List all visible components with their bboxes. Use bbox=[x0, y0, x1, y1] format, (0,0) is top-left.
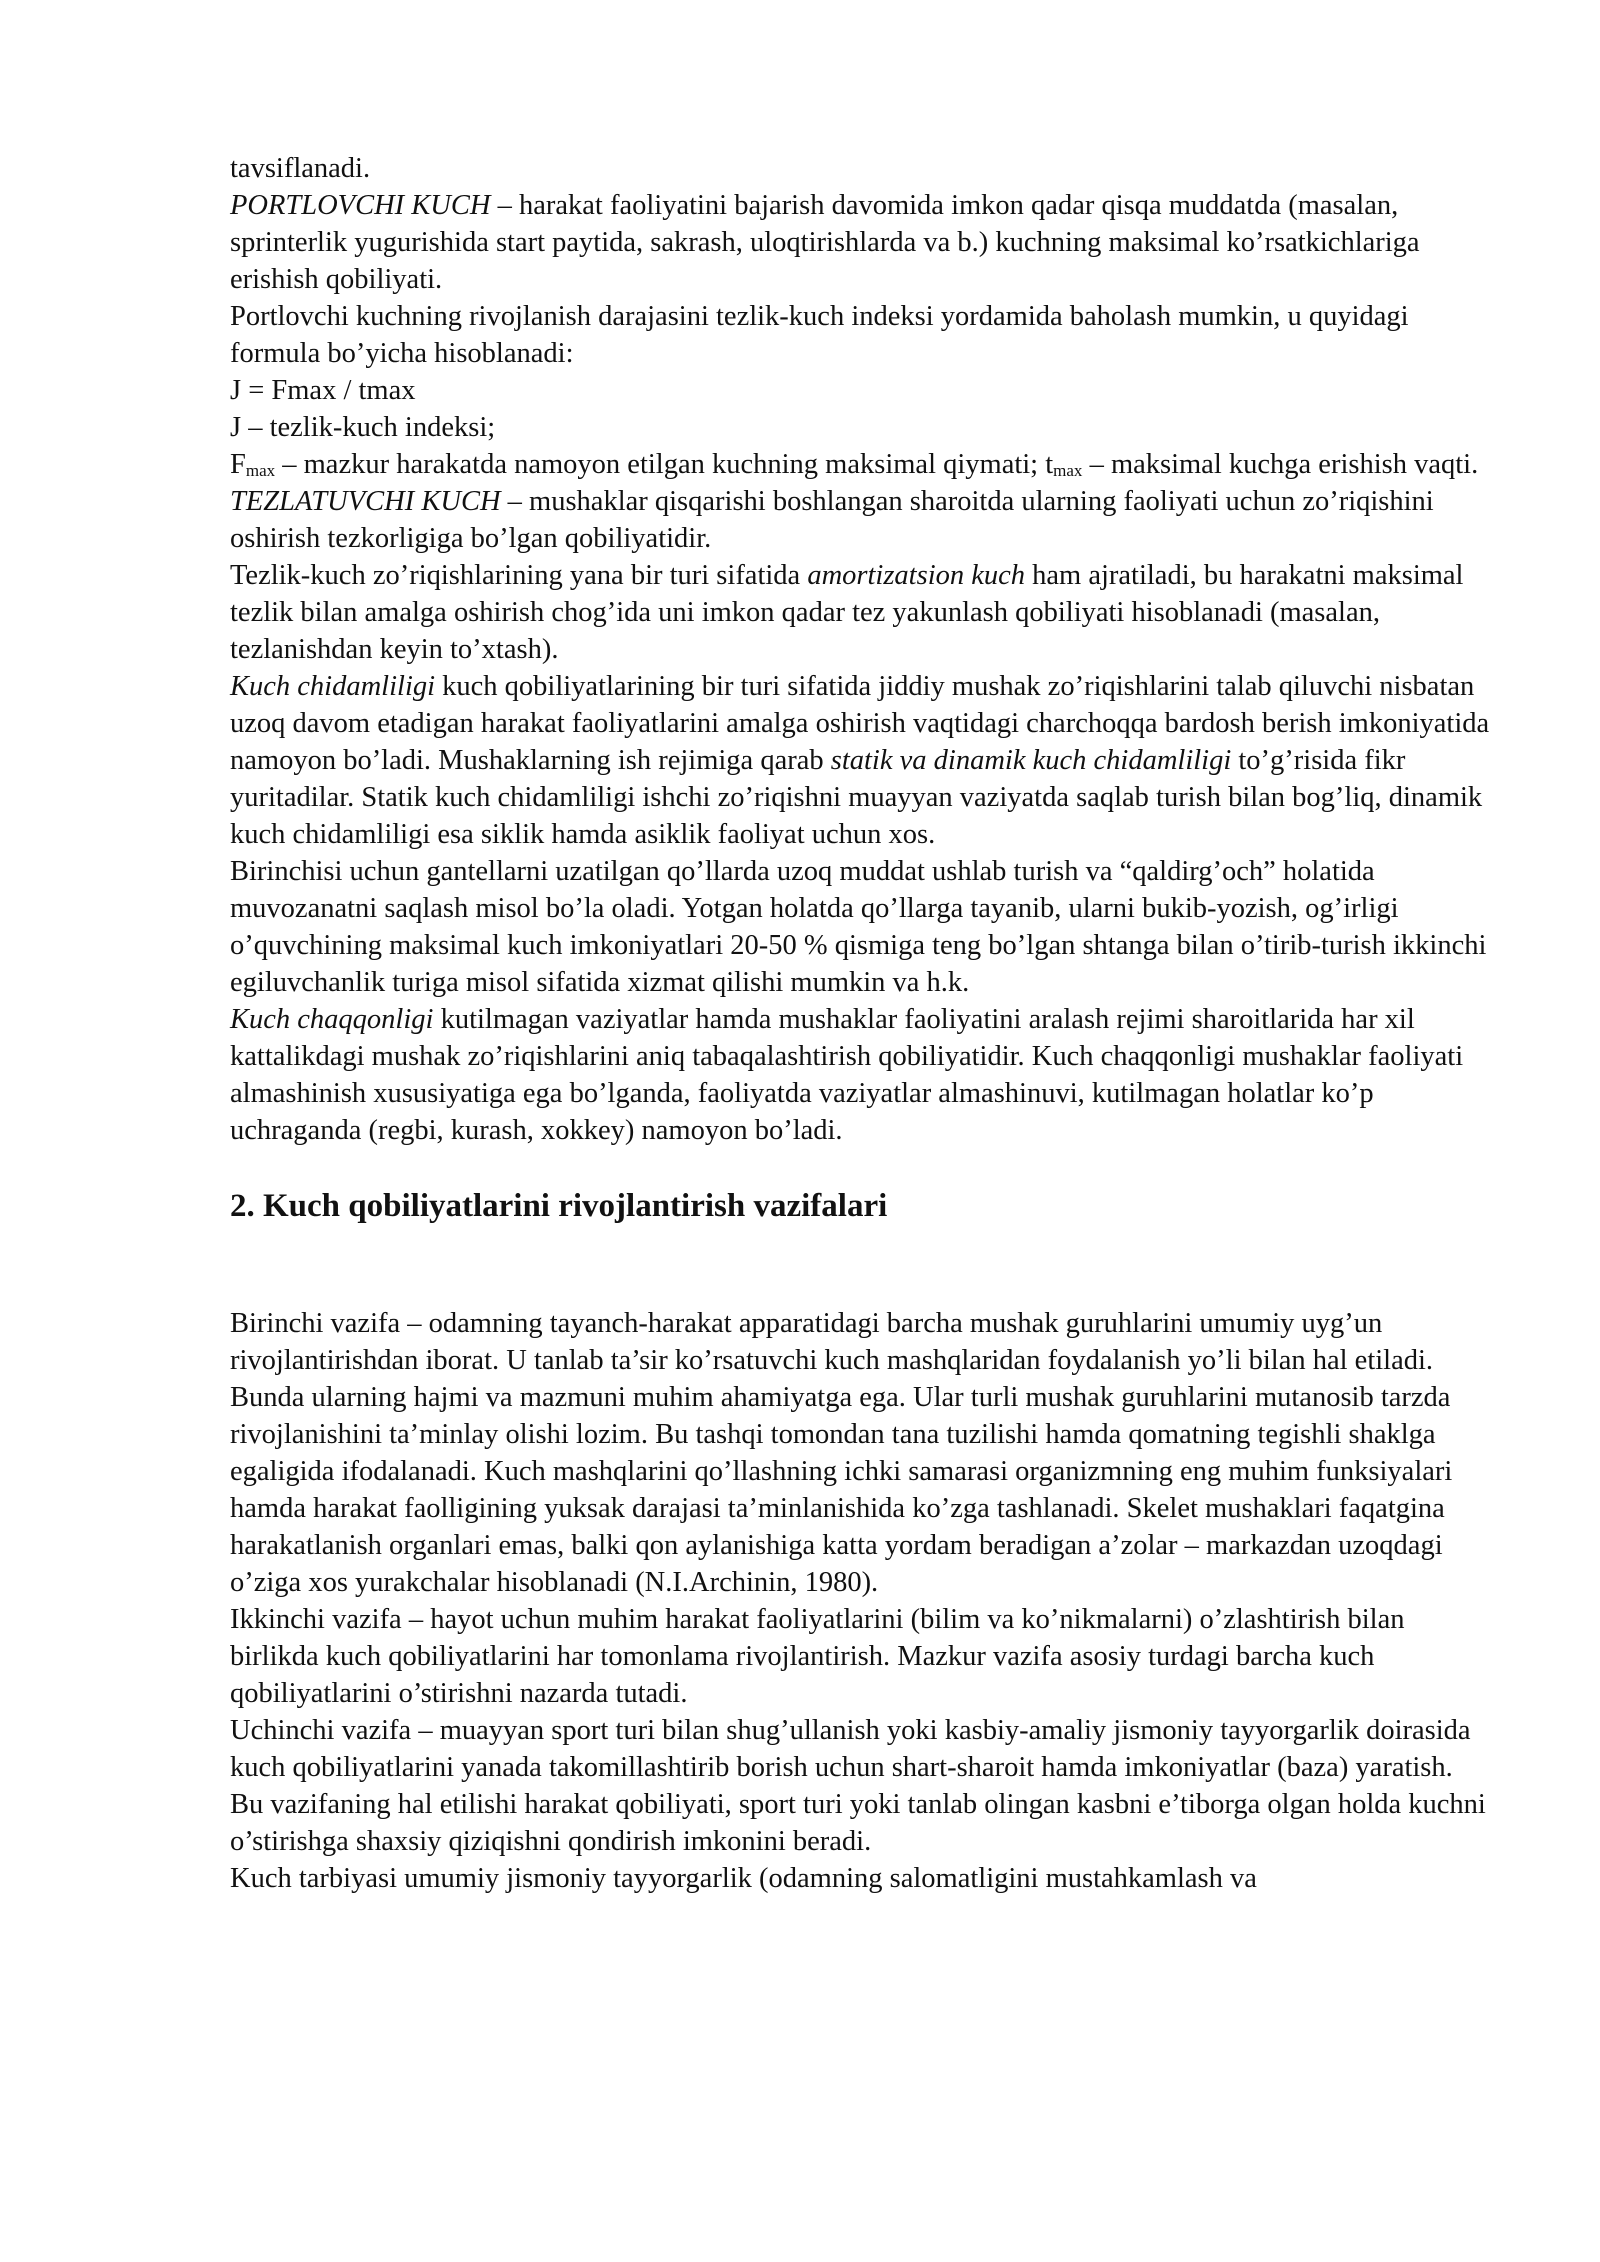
formula-legend bbox=[230, 446, 1490, 483]
paragraph bbox=[230, 483, 1490, 557]
formula-legend: J – tezlik-kuch indeksi; bbox=[230, 412, 496, 443]
symbol-f: F bbox=[230, 449, 246, 480]
term-statik-dinamik: statik va dinamik kuch chidamliligi bbox=[830, 745, 1232, 776]
paragraph bbox=[230, 557, 1490, 668]
subscript-max: max bbox=[1053, 461, 1083, 480]
paragraph-text: – maksimal kuchga erishish vaqti. bbox=[1082, 449, 1479, 480]
paragraph-text: kuch qobiliyatlarining bir turi sifatida jiddiy mushak zo’riqishlarini talab qiluvchi nisbatan uzoq davom etadigan harakat faoliyatlarini amalga oshirish vaqtidagi charchoqqa bardosh berish imkoniyatida namoyon bo’ladi. Mushaklarning ish rejimiga qarab bbox=[230, 671, 1490, 776]
paragraph: Ikkinchi vazifa – hayot uchun muhim harakat faoliyatlarini (bilim va ko’nikmalarni) o’zlashtirish bilan birlikda kuch qobiliyatlarini har tomonlama rivojlantirish. Mazkur vazifa asosiy turdagi barcha kuch qobiliyatlarini o’stirishni nazarda tutadi. bbox=[230, 1604, 1405, 1709]
subscript-max: max bbox=[245, 461, 276, 480]
paragraph-text: kutilmagan vaziyatlar hamda mushaklar faoliyatini aralash rejimi sharoitlarida har xil kattalikdagi mushak zo’riqishlarini aniq tabaqalashtirish qobiliyatidir. Kuch chaqqonligi mushaklar faoliyati almashinish xususiyatiga ega bo’lganda, faoliyatda vaziyatlar almashinuvi, kutilmagan holatlar ko’p uchraganda (regbi, kurash, xokkey) namoyon bo’ladi. bbox=[230, 1004, 1464, 1146]
paragraph-text: – mazkur harakatda namoyon etilgan kuchning maksimal qiymati; t bbox=[275, 449, 1054, 480]
term-amortizatsion-kuch: amortizatsion kuch bbox=[807, 560, 1026, 591]
paragraph: Bu vazifaning hal etilishi harakat qobiliyati, sport turi yoki tanlab olingan kasbni e’tiborga olgan holda kuchni o’stirishga shaxsiy qiziqishni qondirish imkonini beradi. bbox=[230, 1789, 1486, 1857]
formula: J = Fmax / tmax bbox=[230, 375, 416, 406]
paragraph-text: to’g’risida fikr yuritadilar. Statik kuch chidamliligi ishchi zo’riqishni muayyan vaziyatda saqlab turish bilan bog’liq, dinamik kuch chidamliligi esa siklik hamda asiklik faoliyat uchun xos. bbox=[230, 745, 1483, 850]
paragraph-text: ham ajratiladi, bu harakatni maksimal tezlik bilan amalga oshirish chog’ida uni imkon qadar tez yakunlash qobiliyati hisoblanadi (masalan, tezlanishdan keyin to’xtash). bbox=[230, 560, 1464, 665]
paragraph-text: – mushaklar qisqarishi boshlangan sharoitda ularning faoliyati uchun zo’riqishini oshirish tezkorligiga bo’lgan qobiliyatidir. bbox=[230, 486, 1434, 554]
term-tezlatuvchi-kuch: TEZLATUVCHI KUCH bbox=[230, 486, 501, 517]
paragraph: Birinchisi uchun gantellarni uzatilgan qo’llarda uzoq muddat ushlab turish va “qaldirg’och” holatida muvozanatni saqlash misol bo’la oladi. Yotgan holatda qo’llarga tayanib, ularni bukib-yozish, og’irligi o’quvchining maksimal kuch imkoniyatlari 20-50 % qismiga teng bo’lgan shtanga bilan o’tirib-turish ikkinchi egiluvchanlik turiga misol sifatida xizmat qilishi mumkin va h.k. bbox=[230, 856, 1487, 998]
term-kuch-chaqqonligi: Kuch chaqqonligi bbox=[230, 1004, 434, 1035]
paragraph: Portlovchi kuchning rivojlanish darajasini tezlik-kuch indeksi yordamida baholash mumkin, u quyidagi formula bo’yicha hisoblanadi: bbox=[230, 301, 1409, 369]
paragraph: Kuch tarbiyasi umumiy jismoniy tayyorgarlik (odamning salomatligini mustahkamlash va bbox=[230, 1863, 1257, 1894]
term-kuch-chidamliligi: Kuch chidamliligi bbox=[230, 671, 436, 702]
term-portlovchi-kuch: PORTLOVCHI KUCH bbox=[230, 190, 491, 221]
paragraph bbox=[230, 668, 1490, 853]
document-page bbox=[230, 150, 1490, 1897]
paragraph bbox=[230, 1001, 1490, 1149]
section-heading: 2. Kuch qobiliyatlarini rivojlantirish vazifalari bbox=[230, 1188, 888, 1224]
paragraph-text: Tezlik-kuch zo’riqishlarining yana bir turi sifatida bbox=[230, 560, 808, 591]
paragraph: Birinchi vazifa – odamning tayanch-harakat apparatidagi barcha mushak guruhlarini umumiy uyg’un rivojlantirishdan iborat. U tanlab ta’sir ko’rsatuvchi kuch mashqlaridan foydalanish yo’li bilan hal etiladi. Bunda ularning hajmi va mazmuni muhim ahamiyatga ega. Ular turli mushak guruhlarini mutanosib tarzda rivojlanishini ta’minlay olishi lozim. Bu tashqi tomondan tana tuzilishi hamda qomatning tegishli shaklga egaligida ifodalanadi. Kuch mashqlarini qo’llashning ichki samarasi organizmning eng muhim funksiyalari hamda harakat faolligining yuksak darajasi ta’minlanishida ko’zga tashlanadi. Skelet mushaklari faqatgina harakatlanish organlari emas, balki qon aylanishiga katta yordam beradigan a’zolar – markazdan uzoqdagi o’ziga xos yurakchalar hisoblanadi (N.I.Archinin, 1980). bbox=[230, 1308, 1453, 1598]
paragraph bbox=[230, 187, 1490, 298]
paragraph: tavsiflanadi. bbox=[230, 153, 371, 184]
paragraph: Uchinchi vazifa – muayyan sport turi bilan shug’ullanish yoki kasbiy-amaliy jismoniy tayyorgarlik doirasida kuch qobiliyatlarini yanada takomillashtirib borish uchun shart-sharoit hamda imkoniyatlar (baza) yaratish. bbox=[230, 1715, 1471, 1783]
paragraph-text: – harakat faoliyatini bajarish davomida imkon qadar qisqa muddatda (masalan, sprinterlik yugurishida start paytida, sakrash, uloqtirishlarda va b.) kuchning maksimal ko’rsatkichlariga erishish qobiliyati. bbox=[230, 190, 1420, 295]
